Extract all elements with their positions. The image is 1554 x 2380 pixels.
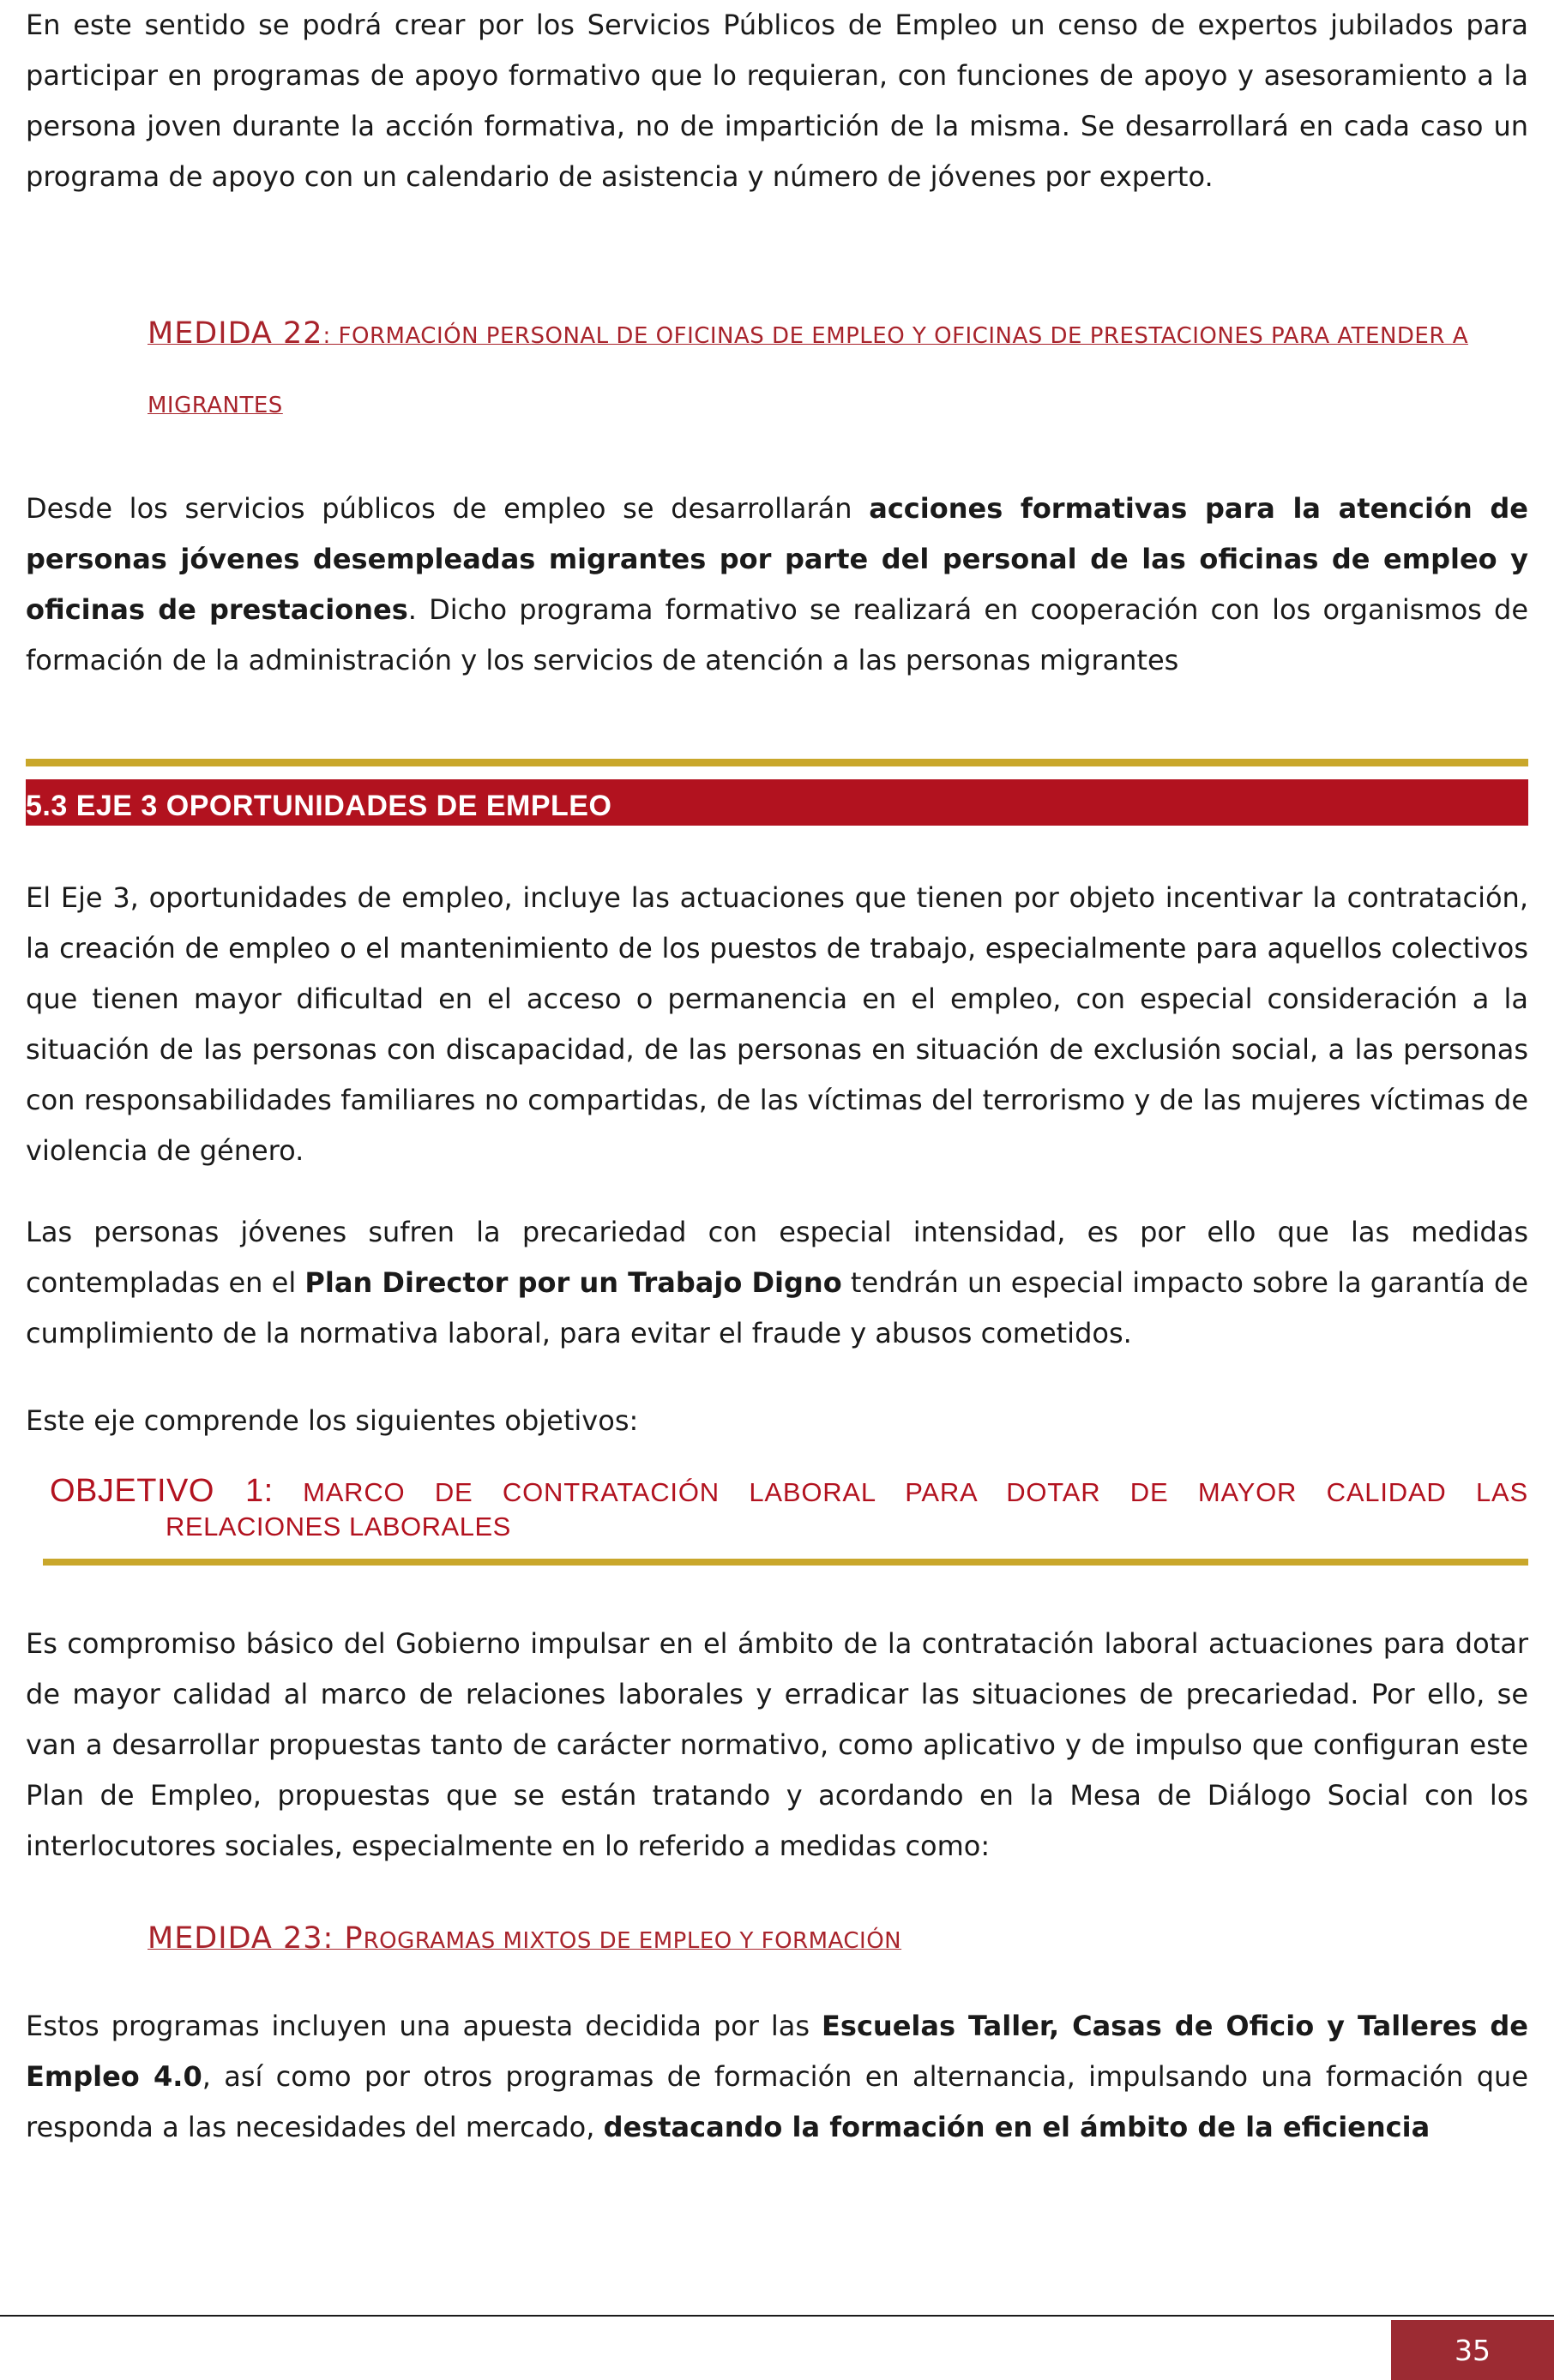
paragraph-text: Es compromiso básico del Gobierno impulsar en el ámbito de la contratación laboral actuaciones para dotar de mayor calidad al marco de relaciones laborales y erradicar las situaciones de precariedad. Por ello, se van a desarrollar propuestas tanto de carácter normativo, como aplicativo y de impulso que configuran este Plan de Empleo, propuestas que se están tratando y acordando en la Mesa de Diálogo Social con los interlocutores sociales, especialmente en lo referido a medidas como: — [26, 1627, 1528, 1862]
medida-23-title: ROGRAMAS MIXTOS DE EMPLEO Y FORMACIÓN — [363, 1928, 902, 1954]
gold-divider — [26, 759, 1528, 766]
paragraph-programas — [26, 2001, 1528, 2153]
paragraph-precariedad — [26, 1207, 1528, 1359]
objetivo-1-heading — [26, 1473, 1528, 1544]
gold-divider — [43, 1559, 1528, 1566]
paragraph-text: En este sentido se podrá crear por los Servicios Públicos de Empleo un censo de expertos jubilados para participar en programas de apoyo formativo que lo requieran, con funciones de apoyo y asesoramiento a la persona joven durante la acción formativa, no de impartición de la misma. Se desarrollará en cada caso un programa de apoyo con un calendario de asistencia y número de jóvenes por experto. — [26, 9, 1528, 193]
paragraph-expertos — [26, 0, 1528, 202]
paragraph-text: El Eje 3, oportunidades de empleo, incluye las actuaciones que tienen por objeto incentivar la contratación, la creación de empleo o el mantenimiento de los puestos de trabajo, especialmente para aquellos colectivos que tienen mayor dificultad en el acceso o permanencia en el empleo, con especial consideración a la situación de las personas con discapacidad, de las personas en situación de exclusión social, a las personas con responsabilidades familiares no compartidas, de las víctimas del terrorismo y de las mujeres víctimas de violencia de género. — [26, 881, 1528, 1167]
paragraph-compromiso — [26, 1619, 1528, 1872]
objetivo-1-line1 — [50, 1473, 1528, 1510]
objetivo-1-label: OBJETIVO 1: — [50, 1473, 274, 1509]
medida-23-label: MEDIDA 23: P — [148, 1921, 364, 1956]
section-title: 5.3 EJE 3 OPORTUNIDADES DE EMPLEO — [26, 790, 612, 822]
medida-22-heading — [148, 300, 1520, 442]
paragraph-objetivos-intro — [26, 1396, 1528, 1446]
paragraph-eje3 — [26, 873, 1528, 1176]
bold-text: Plan Director por un Trabajo Digno — [304, 1266, 842, 1299]
bold-text: destacando la formación en el ámbito de la eficiencia — [603, 2111, 1431, 2143]
medida-22-label: MEDIDA 22 — [148, 316, 323, 351]
bold-text: acciones formativas para la atención de personas jóvenes desempleadas migrantes por parte del personal de las oficinas de empleo y oficinas de prestaciones — [26, 492, 1529, 626]
objetivo-1-title: MARCO DE CONTRATACIÓN LABORAL PARA DOTAR DE MAYOR CALIDAD LAS — [273, 1477, 1529, 1507]
page-number: 35 — [1391, 2320, 1554, 2380]
bold-text: Escuelas Taller, Casas de Oficio y Talleres de Empleo 4.0 — [26, 2010, 1529, 2093]
medida-23-heading — [148, 1905, 1520, 1977]
objetivo-1-line2: RELACIONES LABORALES — [166, 1512, 511, 1542]
paragraph-text: Desde los servicios públicos de empleo se desarrollarán acciones formativas para la atención de personas jóvenes desempleadas migrantes por parte del personal de las oficinas de empleo y oficinas de prestaciones. Dicho programa formativo se realizará en cooperación con los organismos de formación de la administración y los servicios de atención a las personas migrantes — [26, 492, 1529, 676]
paragraph-text: Estos programas incluyen una apuesta decidida por las Escuelas Taller, Casas de Oficio y Talleres de Empleo 4.0, así como por otros programas de formación en alternancia, impulsando una formación que responda a las necesidades del mercado, destacando la formación en el ámbito de la eficiencia — [26, 2010, 1529, 2143]
paragraph-text: Las personas jóvenes sufren la precariedad con especial intensidad, es por ello que las medidas contempladas en el Plan Director por un Trabajo Digno tendrán un especial impacto sobre la garantía de cumplimiento de la normativa laboral, para evitar el fraude y abusos cometidos. — [26, 1216, 1529, 1349]
footer-rule — [0, 2315, 1554, 2317]
medida-22-title: : FORMACIÓN PERSONAL DE OFICINAS DE EMPLEO Y OFICINAS DE PRESTACIONES PARA ATENDER A MIGRANTES — [148, 323, 1468, 418]
paragraph-migrantes — [26, 484, 1528, 686]
paragraph-text: Este eje comprende los siguientes objetivos: — [26, 1404, 639, 1437]
section-header-bar — [26, 759, 1528, 836]
